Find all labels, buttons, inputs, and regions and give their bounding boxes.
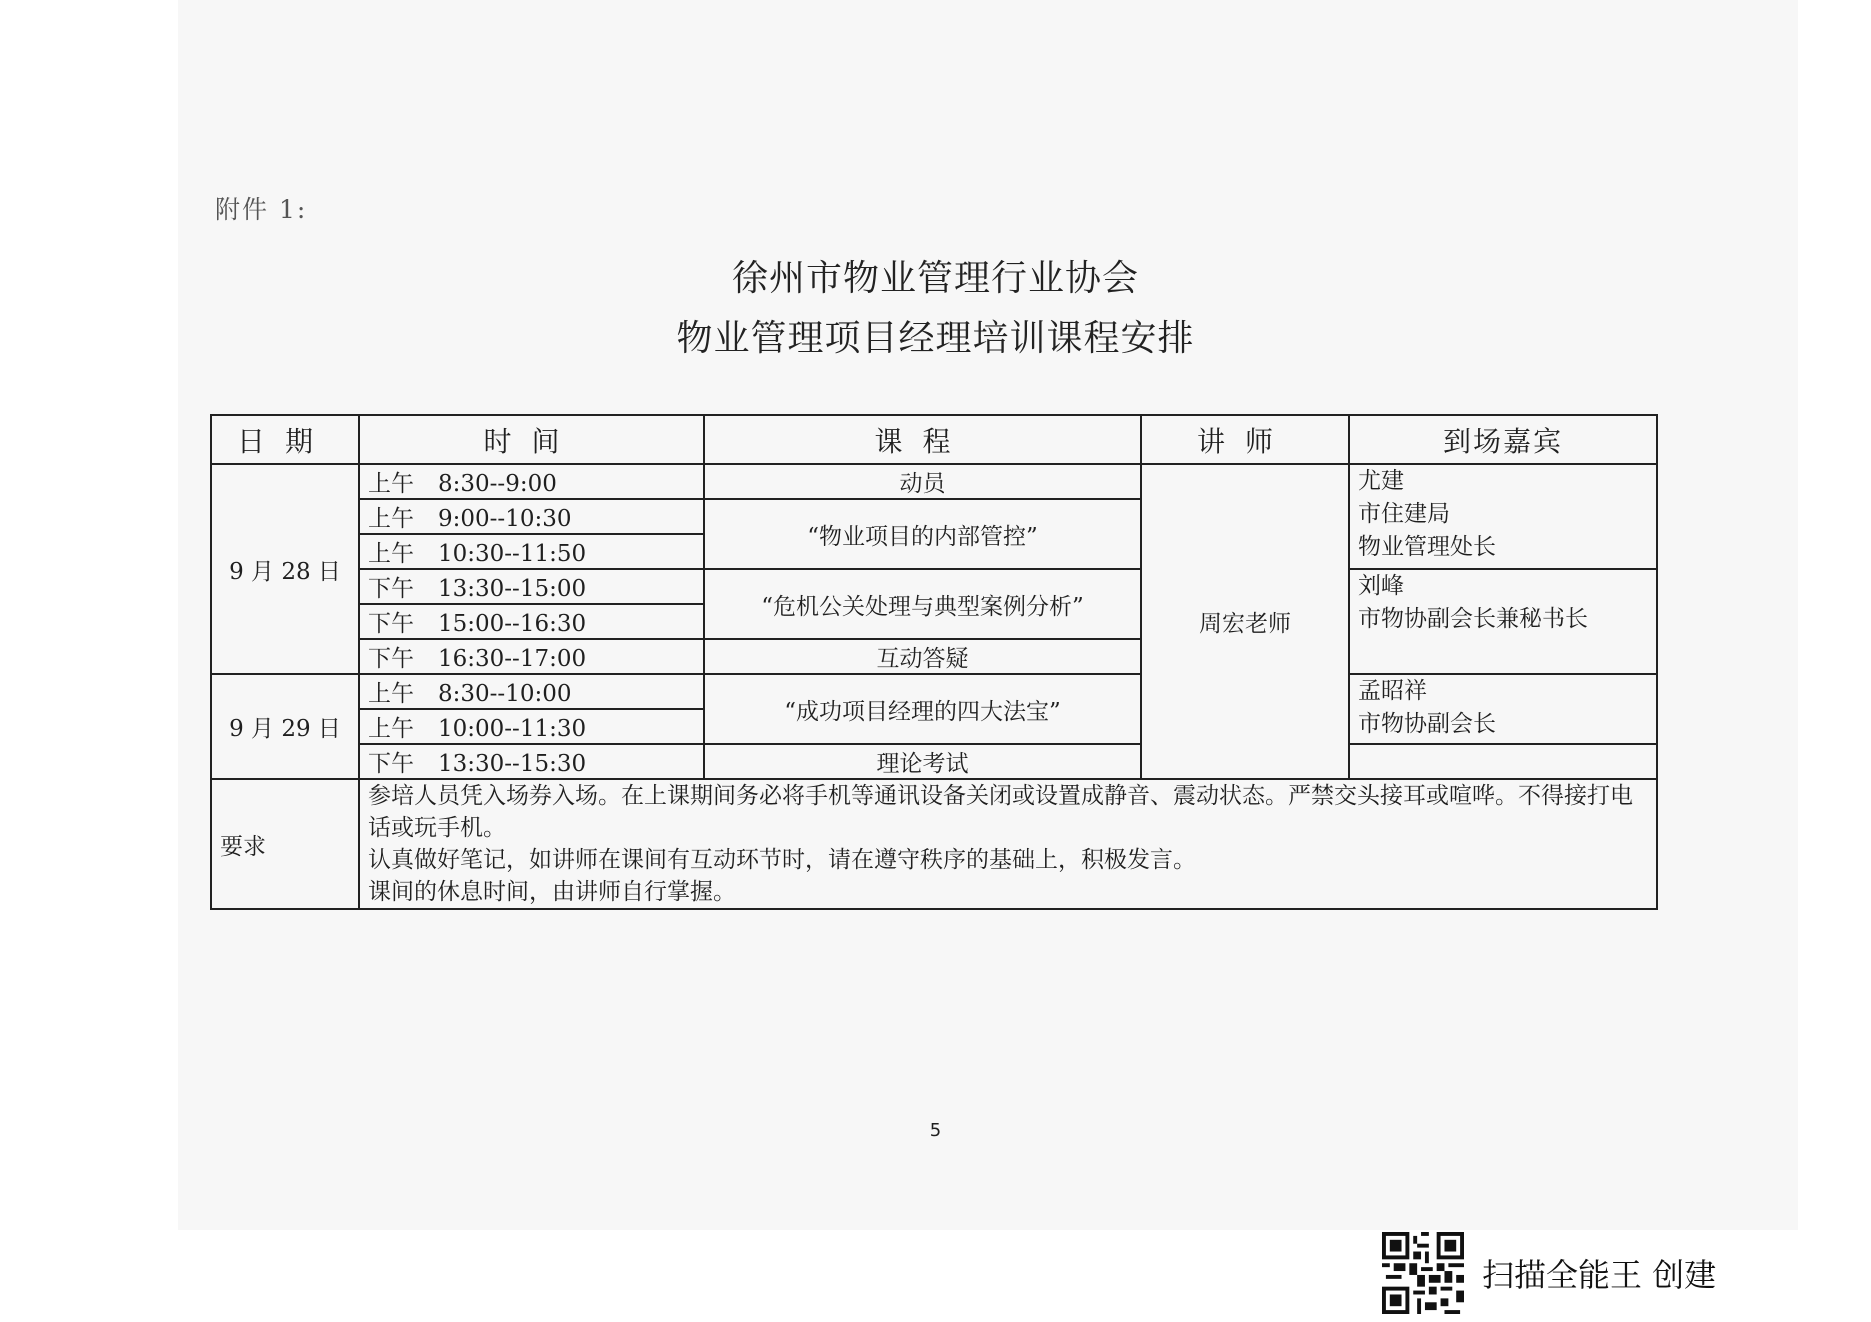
period-label: 下午 xyxy=(368,646,414,672)
requirement-item: 课间的休息时间，由讲师自行掌握。 xyxy=(368,879,736,905)
guest-cell-empty xyxy=(1349,744,1657,779)
time-range: 8:30--10:00 xyxy=(438,681,572,707)
table-row xyxy=(211,674,1657,709)
scanner-brand-text: 扫描全能王 创建 xyxy=(1482,1256,1717,1294)
course-cell: 互动答疑 xyxy=(704,639,1141,674)
time-slot xyxy=(359,744,704,779)
table-row xyxy=(211,744,1657,779)
qr-code-icon xyxy=(1382,1232,1464,1314)
table-header-row xyxy=(211,415,1657,464)
time-slot xyxy=(359,604,704,639)
date-cell-day1: 9 月 28 日 xyxy=(211,464,359,674)
time-slot xyxy=(359,674,704,709)
course-cell: “危机公关处理与典型案例分析” xyxy=(704,569,1141,639)
time-range: 10:00--11:30 xyxy=(438,716,587,742)
time-range: 15:00--16:30 xyxy=(438,611,587,637)
time-slot xyxy=(359,534,704,569)
time-slot xyxy=(359,499,704,534)
date-cell-day2: 9 月 29 日 xyxy=(211,674,359,779)
period-label: 上午 xyxy=(368,681,414,707)
requirements-row xyxy=(211,779,1657,909)
time-range: 9:00--10:30 xyxy=(438,506,572,532)
time-slot xyxy=(359,464,704,499)
page-number: 5 xyxy=(929,1120,942,1141)
header-date: 日期 xyxy=(211,415,359,464)
header-lecturer: 讲师 xyxy=(1141,415,1349,464)
course-cell: 动员 xyxy=(704,464,1141,499)
attachment-label: 附件 1: xyxy=(215,195,308,224)
period-label: 上午 xyxy=(368,541,414,567)
document-title-organization: 徐州市物业管理行业协会 xyxy=(731,258,1139,299)
table-row xyxy=(211,464,1657,499)
guest-cell xyxy=(1349,569,1657,674)
requirement-item: 认真做好笔记，如讲师在课间有互动环节时，请在遵守秩序的基础上，积极发言。 xyxy=(368,847,1196,873)
course-cell: “物业项目的内部管控” xyxy=(704,499,1141,569)
header-time: 时间 xyxy=(359,415,704,464)
time-slot xyxy=(359,709,704,744)
guest-org: 市住建局 xyxy=(1358,501,1450,527)
period-label: 上午 xyxy=(368,506,414,532)
requirements-label: 要求 xyxy=(211,779,359,909)
period-label: 上午 xyxy=(368,716,414,742)
header-course: 课程 xyxy=(704,415,1141,464)
scanner-watermark xyxy=(1382,1232,1716,1314)
guest-name: 刘峰 xyxy=(1358,573,1404,599)
period-label: 下午 xyxy=(368,576,414,602)
guest-title: 物业管理处长 xyxy=(1358,534,1496,560)
requirement-item: 参培人员凭入场券入场。在上课期间务必将手机等通讯设备关闭或设置成静音、震动状态。严禁交头接耳或喧哗。不得接打电话或玩手机。 xyxy=(368,783,1633,841)
guest-cell xyxy=(1349,464,1657,569)
table-row xyxy=(211,569,1657,604)
course-cell: “成功项目经理的四大法宝” xyxy=(704,674,1141,744)
document-title-schedule: 物业管理项目经理培训课程安排 xyxy=(676,318,1195,359)
lecturer-cell: 周宏老师 xyxy=(1141,464,1349,779)
guest-name: 孟昭祥 xyxy=(1358,678,1427,704)
time-range: 13:30--15:30 xyxy=(438,751,587,777)
requirements-text xyxy=(359,779,1657,909)
time-slot xyxy=(359,569,704,604)
time-range: 13:30--15:00 xyxy=(438,576,587,602)
guest-name: 尤建 xyxy=(1358,468,1404,494)
guest-title: 市物协副会长兼秘书长 xyxy=(1358,606,1588,632)
period-label: 下午 xyxy=(368,751,414,777)
period-label: 下午 xyxy=(368,611,414,637)
time-range: 16:30--17:00 xyxy=(438,646,587,672)
header-guests: 到场嘉宾 xyxy=(1349,415,1657,464)
time-range: 10:30--11:50 xyxy=(438,541,587,567)
course-cell: 理论考试 xyxy=(704,744,1141,779)
guest-cell xyxy=(1349,674,1657,744)
guest-title: 市物协副会长 xyxy=(1358,711,1496,737)
training-schedule-table xyxy=(210,414,1658,910)
time-range: 8:30--9:00 xyxy=(438,471,557,497)
period-label: 上午 xyxy=(368,471,414,497)
time-slot xyxy=(359,639,704,674)
